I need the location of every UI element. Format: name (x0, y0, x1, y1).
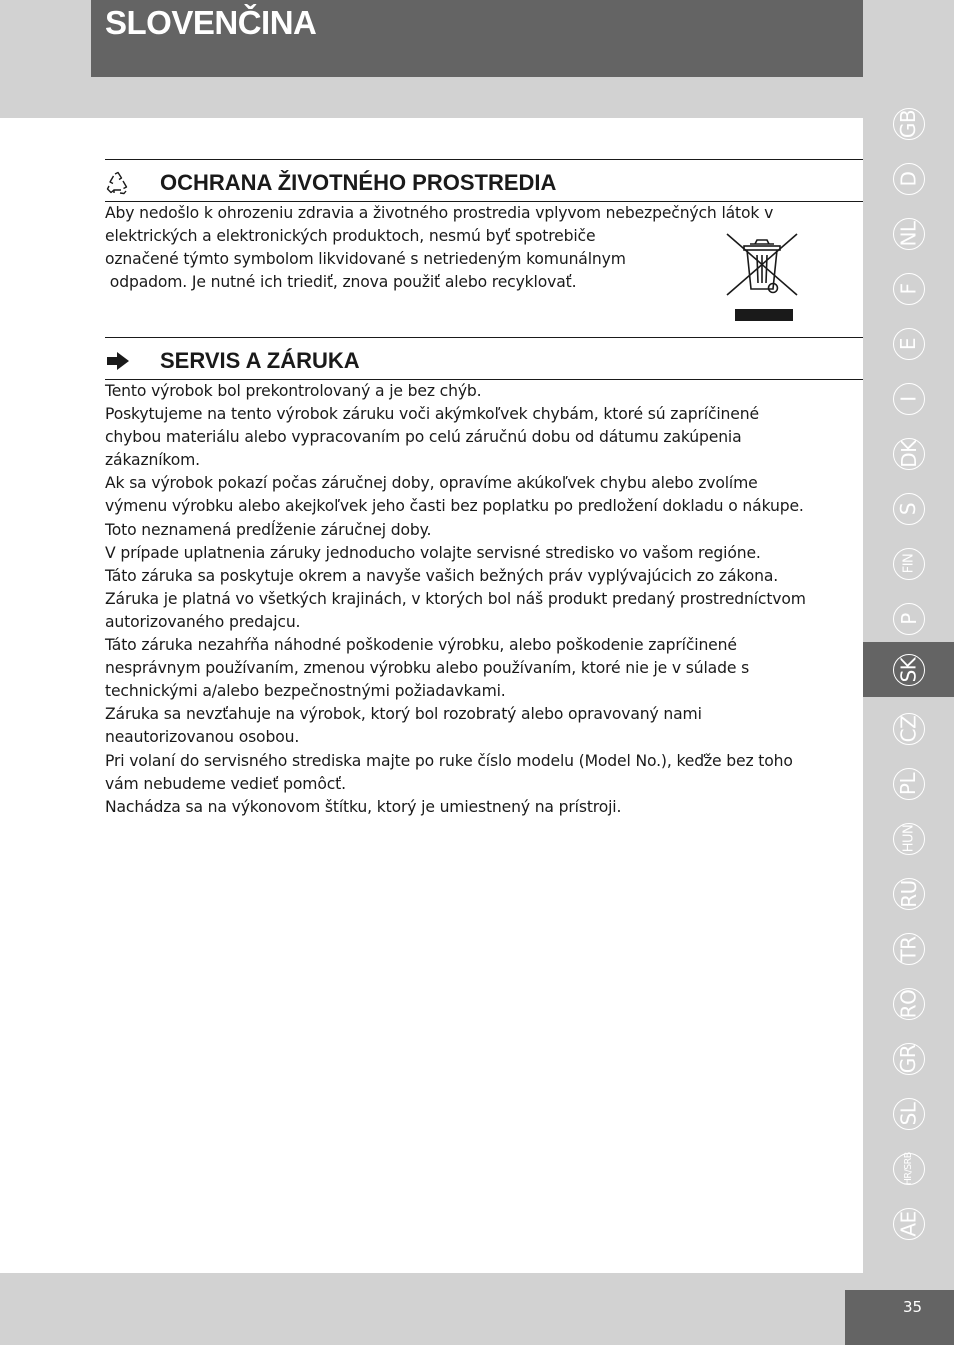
text-line: neautorizovanou osobou. (105, 728, 300, 747)
text-line: zákazníkom. (105, 451, 200, 470)
language-label: PL (896, 772, 921, 795)
arrow-right-icon (105, 349, 135, 373)
language-label: AE (896, 1210, 921, 1237)
language-label: HR/SRB (902, 1151, 914, 1186)
text-line: elektrických a elektronických produktoch, nesmú byť spotrebiče (105, 227, 596, 246)
language-tab-d[interactable] (863, 151, 954, 206)
language-tab-hun[interactable] (863, 811, 954, 866)
text-line: Toto neznamená predĺženie záručnej doby. (105, 520, 432, 539)
section-header-service (105, 347, 360, 375)
text-line: Záruka je platná vo všetkých krajinách, v ktorých bol náš produkt predaný prostredníctvom (105, 589, 806, 608)
text-line: Táto záruka sa poskytuje okrem a navyše vašich bežných práv vyplývajúcich zo zákona. (105, 566, 779, 585)
language-tab-ru[interactable] (863, 866, 954, 921)
language-tab-fin[interactable] (863, 536, 954, 591)
text-line: Táto záruka nezahŕňa náhodné poškodenie výrobku, alebo poškodenie zapríčinené (105, 636, 737, 655)
recycle-icon (105, 171, 135, 195)
text-line: Pri volaní do servisného strediska majte po ruke číslo modelu (Model No.), keďže bez toho (105, 751, 793, 770)
language-tab-ro[interactable] (863, 976, 954, 1031)
language-label: I (896, 395, 921, 402)
page-number-box (845, 1290, 954, 1345)
text-line: odpadom. Je nutné ich triediť, znova použiť alebo recyklovať. (105, 273, 577, 292)
language-label: HUN (900, 824, 916, 853)
language-tab-p[interactable] (863, 591, 954, 646)
text-line: V prípade uplatnenia záruky jednoducho volajte servisné stredisko vo vašom regióne. (105, 543, 761, 562)
text-line: Aby nedošlo k ohrozeniu zdravia a životného prostredia vplyvom nebezpečných látok v (105, 204, 774, 222)
language-tab-nl[interactable] (863, 206, 954, 261)
language-tab-tr[interactable] (863, 921, 954, 976)
warranty-text (105, 380, 806, 819)
language-label: SL (896, 1102, 921, 1125)
language-tab-hr-srb[interactable] (863, 1141, 954, 1196)
page-number: 35 (903, 1298, 923, 1316)
language-label: S (896, 502, 921, 515)
language-label: GB (896, 109, 921, 138)
language-tab-pl[interactable] (863, 756, 954, 811)
language-label: F (896, 282, 921, 295)
text-line: Nachádza sa na výkonovom štítku, ktorý je umiestnený na prístroji. (105, 797, 622, 816)
language-label: SK (896, 657, 921, 682)
language-label: GR (896, 1044, 921, 1073)
text-line: Záruka sa nevzťahuje na výrobok, ktorý bol rozobratý alebo opravovaný nami (105, 705, 702, 724)
page-title: SLOVENČINA (105, 4, 317, 41)
language-label: FIN (900, 553, 916, 574)
language-label: D (896, 171, 921, 186)
text-line: Ak sa výrobok pokazí počas záručnej doby, opravíme akúkoľvek chybu alebo zvolíme (105, 474, 758, 493)
text-line: technickými a/alebo bezpečnostnými požiadavkami. (105, 682, 506, 701)
text-line: výmenu výrobku alebo akejkoľvek jeho časti bez poplatku po predložení dokladu o nákupe. (105, 497, 804, 516)
text-line: Tento výrobok bol prekontrolovaný a je bez chýb. (105, 382, 482, 400)
section-header-environment (105, 169, 556, 197)
text-line: autorizovaného predajcu. (105, 612, 301, 631)
section-title: OCHRANA ŽIVOTNÉHO PROSTREDIA (160, 170, 557, 195)
language-tab-sk[interactable] (863, 642, 954, 697)
text-line: Poskytujeme na tento výrobok záruku voči akýmkoľvek chybám, ktoré sú zapríčinené (105, 405, 759, 424)
text-line: označené týmto symbolom likvidované s netriedeným komunálnym (105, 250, 626, 269)
crossed-bin-icon (724, 231, 800, 323)
section-title: SERVIS A ZÁRUKA (160, 348, 360, 373)
language-label: E (896, 337, 921, 350)
language-tab-f[interactable] (863, 261, 954, 316)
language-label: TR (896, 935, 921, 962)
language-tab-i[interactable] (863, 371, 954, 426)
text-line: chybou materiálu alebo vypracovaním po celú záručnú dobu od dátumu zakúpenia (105, 428, 742, 447)
section-rule-top (105, 337, 863, 338)
language-label: RO (896, 989, 921, 1018)
language-tab-e[interactable] (863, 316, 954, 371)
language-tab-cz[interactable] (863, 701, 954, 756)
language-tab-sl[interactable] (863, 1086, 954, 1141)
language-tab-gr[interactable] (863, 1031, 954, 1086)
text-line: nesprávnym používaním, zmenou výrobku alebo používaním, ktoré nie je v súlade s (105, 659, 750, 678)
language-label: NL (896, 220, 921, 247)
language-label: P (896, 612, 921, 625)
header-bar (91, 0, 863, 77)
language-label: CZ (896, 715, 921, 742)
language-tab-dk[interactable] (863, 426, 954, 481)
environment-text (105, 202, 773, 294)
text-line: vám nebudeme vedieť pomôcť. (105, 774, 346, 793)
language-tab-s[interactable] (863, 481, 954, 536)
language-label: RU (896, 879, 921, 908)
footer-band (336, 1273, 863, 1345)
language-tab-gb[interactable] (863, 96, 954, 151)
language-label: DK (896, 439, 921, 468)
section-rule-top (105, 159, 863, 160)
language-tab-ae[interactable] (863, 1196, 954, 1251)
